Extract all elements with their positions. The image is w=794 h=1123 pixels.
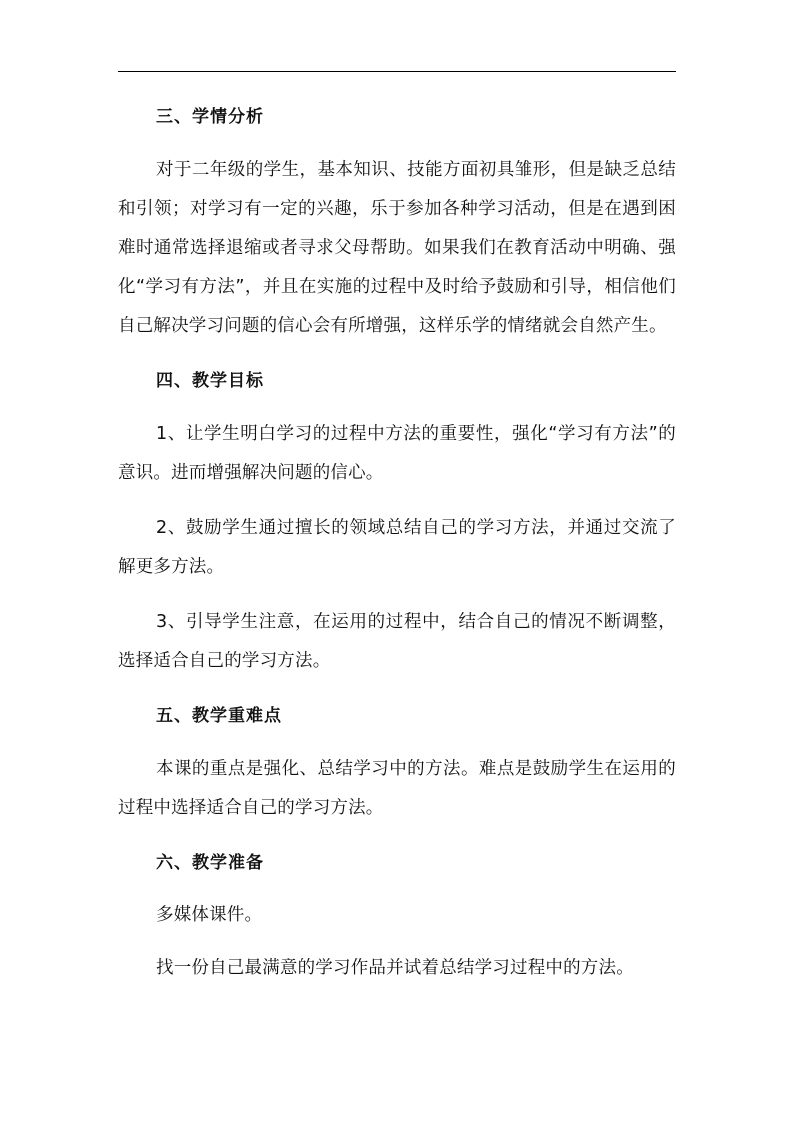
teaching-goal-item: 2、鼓励学生通过擅长的领域总结自己的学习方法，并通过交流了解更多方法。 (118, 518, 676, 577)
teaching-goal-item: 1、让学生明白学习的过程中方法的重要性，强化“学习有方法”的意识。进而增强解决问题的信心。 (118, 424, 676, 483)
header-rule (118, 71, 676, 72)
preparation-item: 多媒体课件。 (156, 905, 263, 925)
key-points-paragraph: 本课的重点是强化、总结学习中的方法。难点是鼓励学生在运用的过程中选择适合自己的学习方法。 (118, 759, 676, 818)
document-body (118, 100, 676, 988)
section-heading-preparation: 六、教学准备 (156, 853, 264, 873)
section-heading-student-analysis: 三、学情分析 (156, 107, 264, 127)
preparation-item: 找一份自己最满意的学习作品并试着总结学习过程中的方法。 (156, 958, 634, 978)
section-heading-teaching-goals: 四、教学目标 (156, 371, 264, 391)
section-heading-key-points: 五、教学重难点 (156, 706, 282, 726)
student-analysis-paragraph: 对于二年级的学生，基本知识、技能方面初具雏形，但是缺乏总结和引领；对学习有一定的兴趣，乐于参加各种学习活动，但是在遇到困难时通常选择退缩或者寻求父母帮助。如果我们在教育活动中明确、强化“学习有方法”，并且在实施的过程中及时给予鼓励和引导，相信他们自己解决学习问题的信心会有所增强，这样乐学的情绪就会自然产生。 (118, 160, 676, 336)
teaching-goal-item: 3、引导学生注意，在运用的过程中，结合自己的情况不断调整，选择适合自己的学习方法。 (118, 612, 676, 671)
